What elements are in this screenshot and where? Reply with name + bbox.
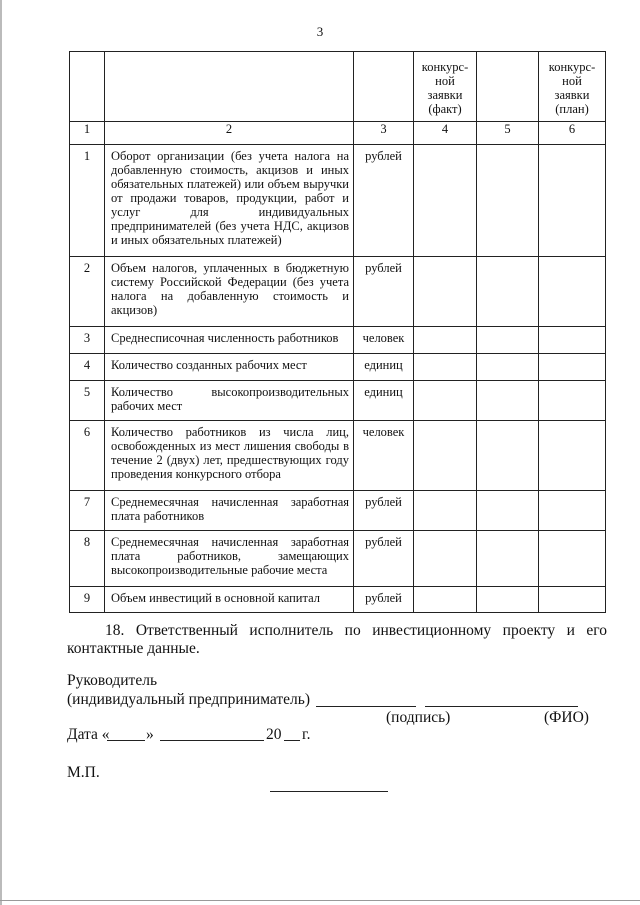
row-unit: рублей	[354, 257, 414, 327]
cell-plan[interactable]	[539, 421, 606, 491]
cell-plan[interactable]	[539, 327, 606, 354]
head-sub-label: (индивидуальный предприниматель)	[67, 691, 311, 708]
header-cell-3	[354, 52, 414, 122]
cell-col5[interactable]	[477, 145, 539, 257]
row-number: 9	[70, 587, 105, 613]
cell-col5[interactable]	[477, 587, 539, 613]
date-month-line[interactable]	[160, 740, 264, 741]
row-unit: человек	[354, 421, 414, 491]
cell-plan[interactable]	[539, 381, 606, 421]
cell-fact[interactable]	[414, 327, 477, 354]
row-unit: единиц	[354, 381, 414, 421]
head-label: Руководитель	[67, 672, 158, 689]
row-number: 5	[70, 381, 105, 421]
cell-col5[interactable]	[477, 421, 539, 491]
date-day-line[interactable]	[107, 740, 145, 741]
table-row	[70, 145, 606, 257]
fio-caption: (ФИО)	[544, 709, 589, 726]
row-number: 1	[70, 145, 105, 257]
table-row	[70, 421, 606, 491]
cell-fact[interactable]	[414, 491, 477, 531]
date-year-prefix: 20	[266, 726, 282, 743]
separator-line	[270, 791, 388, 792]
date-label: Дата «	[67, 726, 110, 743]
date-year-line[interactable]	[284, 740, 300, 741]
header-cell-5	[477, 52, 539, 122]
cell-col5[interactable]	[477, 327, 539, 354]
cell-fact[interactable]	[414, 587, 477, 613]
cell-col5[interactable]	[477, 531, 539, 587]
row-description: Количество созданных рабочих мест	[105, 354, 354, 381]
row-unit: человек	[354, 327, 414, 354]
row-unit: рублей	[354, 587, 414, 613]
header-row	[70, 52, 606, 122]
row-unit: рублей	[354, 145, 414, 257]
header-cell-2	[105, 52, 354, 122]
cell-plan[interactable]	[539, 145, 606, 257]
cell-plan[interactable]	[539, 531, 606, 587]
cell-plan[interactable]	[539, 587, 606, 613]
index-cell: 3	[354, 122, 414, 145]
row-number: 6	[70, 421, 105, 491]
table-row	[70, 327, 606, 354]
row-unit: единиц	[354, 354, 414, 381]
cell-fact[interactable]	[414, 257, 477, 327]
row-number: 4	[70, 354, 105, 381]
row-description: Объем налогов, уплаченных в бюджетную систему Российской Федерации (без учета налога на добавленную стоимость и акцизов)	[105, 257, 354, 327]
header-col6: конкурс- ной заявки (план)	[539, 52, 606, 122]
cell-plan[interactable]	[539, 491, 606, 531]
stamp-label: М.П.	[67, 764, 100, 781]
cell-fact[interactable]	[414, 531, 477, 587]
cell-fact[interactable]	[414, 145, 477, 257]
table-row	[70, 257, 606, 327]
index-row	[70, 122, 606, 145]
index-cell: 1	[70, 122, 105, 145]
row-description: Среднемесячная начисленная заработная плата работников	[105, 491, 354, 531]
cell-col5[interactable]	[477, 354, 539, 381]
row-number: 3	[70, 327, 105, 354]
cell-fact[interactable]	[414, 381, 477, 421]
row-description: Количество высокопроизводительных рабочих мест	[105, 381, 354, 421]
date-suffix: г.	[302, 726, 311, 743]
cell-plan[interactable]	[539, 354, 606, 381]
header-cell-1	[70, 52, 105, 122]
row-number: 8	[70, 531, 105, 587]
paragraph-18: 18. Ответственный исполнитель по инвестиционному проекту и его контактные данные.	[67, 622, 607, 657]
row-description: Среднемесячная начисленная заработная плата работников, замещающих высокопроизводительные рабочие места	[105, 531, 354, 587]
table-row	[70, 491, 606, 531]
date-mid: »	[146, 726, 154, 743]
row-number: 7	[70, 491, 105, 531]
row-description: Количество работников из числа лиц, освобожденных из мест лишения свободы в течение 2 (двух) лет, предшествующих году проведения конкурсного отбора	[105, 421, 354, 491]
row-description: Объем инвестиций в основной капитал	[105, 587, 354, 613]
cell-col5[interactable]	[477, 257, 539, 327]
scan-edge	[0, 0, 2, 905]
row-description: Среднесписочная численность работников	[105, 327, 354, 354]
cell-fact[interactable]	[414, 421, 477, 491]
row-description: Оборот организации (без учета налога на добавленную стоимость, акцизов и иных обязательных платежей) или объем выручки от продажи товаров, продукции, работ и услуг для индивидуальных предпринимателей (без учета НДС, акцизов и иных обязательных платежей)	[105, 145, 354, 257]
row-number: 2	[70, 257, 105, 327]
cell-plan[interactable]	[539, 257, 606, 327]
fio-line[interactable]	[425, 706, 578, 707]
page-number: 3	[316, 24, 324, 39]
index-cell: 4	[414, 122, 477, 145]
signature-line[interactable]	[316, 706, 416, 707]
table-row	[70, 381, 606, 421]
signature-caption: (подпись)	[386, 709, 451, 726]
index-cell: 6	[539, 122, 606, 145]
indicators-table	[69, 51, 606, 613]
cell-col5[interactable]	[477, 381, 539, 421]
table-row	[70, 531, 606, 587]
index-cell: 2	[105, 122, 354, 145]
scan-bottom-edge	[0, 900, 640, 901]
table-row	[70, 354, 606, 381]
index-cell: 5	[477, 122, 539, 145]
header-col4: конкурс- ной заявки (факт)	[414, 52, 477, 122]
row-unit: рублей	[354, 531, 414, 587]
cell-fact[interactable]	[414, 354, 477, 381]
row-unit: рублей	[354, 491, 414, 531]
table-row	[70, 587, 606, 613]
cell-col5[interactable]	[477, 491, 539, 531]
